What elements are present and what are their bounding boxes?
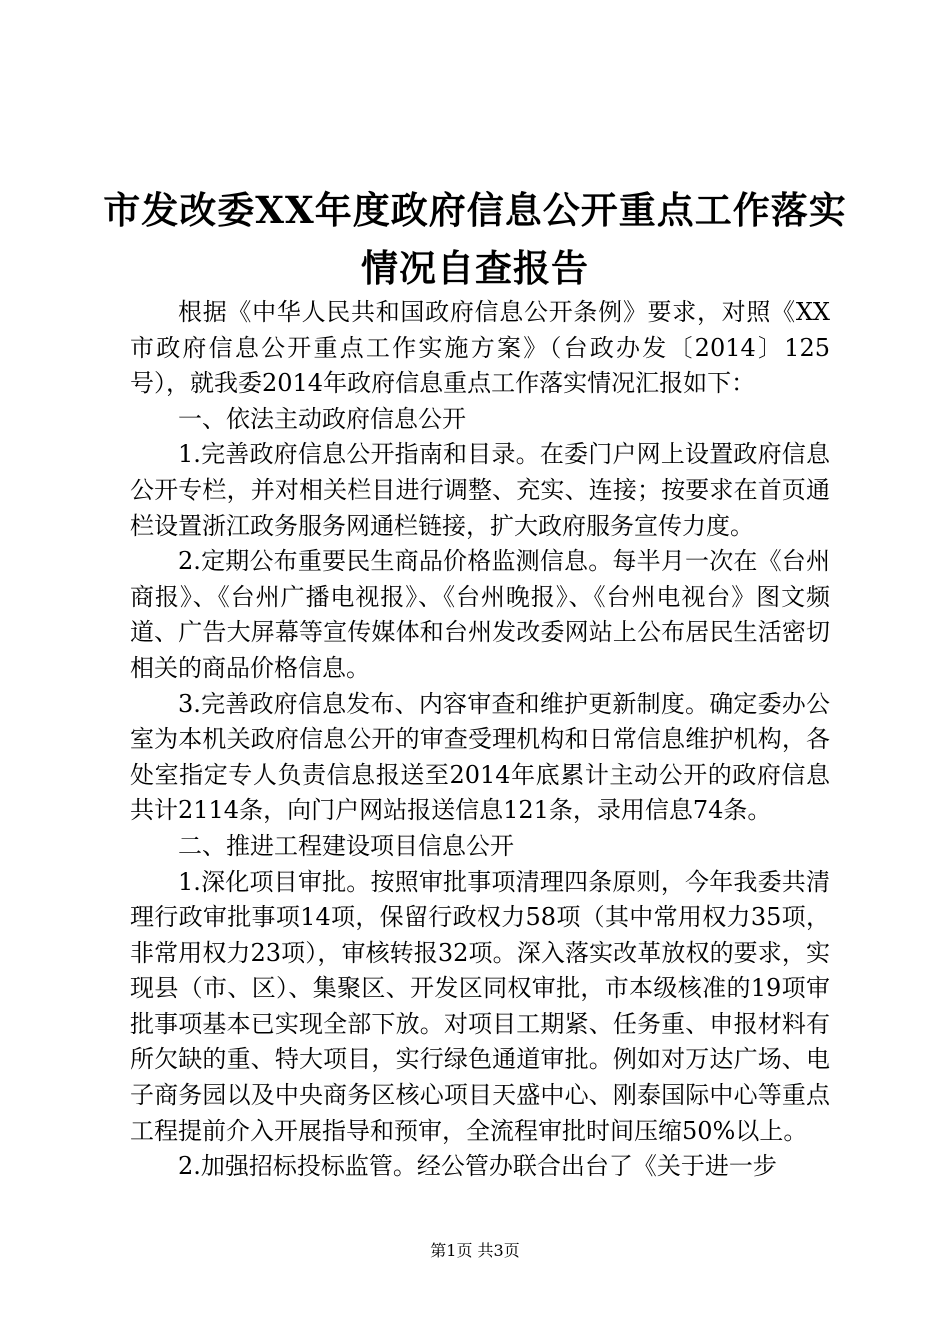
document-body — [130, 295, 830, 1185]
paragraph: 3.完善政府信息发布、内容审查和维护更新制度。确定委办公室为本机关政府信息公开的审查受理机构和日常信息维护机构，各处室指定专人负责信息报送至2014年底累计主动公开的政府信息共计2114条，向门户网站报送信息121条，录用信息74条。 — [130, 689, 830, 825]
paragraph: 1.深化项目审批。按照审批事项清理四条原则，今年我委共清理行政审批事项14项，保留行政权力58项（其中常用权力35项，非常用权力23项），审核转报32项。深入落实改革放权的要求，实现县（市、区）、集聚区、开发区同权审批，市本级核准的19项审批事项基本已实现全部下放。对项目工期紧、任务重、申报材料有所欠缺的重、特大项目，实行绿色通道审批。例如对万达广场、电子商务园以及中央商务区核心项目天盛中心、刚泰国际中心等重点工程提前介入开展指导和预审，全流程审批时间压缩50%以上。 — [130, 867, 830, 1145]
paragraph: 1.完善政府信息公开指南和目录。在委门户网上设置政府信息公开专栏，并对相关栏目进行调整、充实、连接；按要求在首页通栏设置浙江政务服务网通栏链接，扩大政府服务宣传力度。 — [130, 440, 830, 540]
document-title-line-2: 情况自查报告 — [361, 246, 589, 290]
section-heading-1: 一、依法主动政府信息公开 — [178, 404, 466, 433]
page-footer: 第1页 共3页 — [430, 1241, 520, 1260]
section-heading-2: 二、推进工程建设项目信息公开 — [178, 831, 514, 860]
paragraph: 2.定期公布重要民生商品价格监测信息。每半月一次在《台州商报》、《台州广播电视报》、《台州晚报》、《台州电视台》图文频道、广告大屏幕等宣传媒体和台州发改委网站上公布居民生活密切相关的商品价格信息。 — [130, 547, 830, 682]
intro-paragraph: 根据《中华人民共和国政府信息公开条例》要求，对照《XX市政府信息公开重点工作实施方案》（台政办发〔2014〕125号），就我委2014年政府信息重点工作落实情况汇报如下： — [130, 298, 830, 398]
document-title-line-1: 市发改委XX年度政府信息公开重点工作落实 — [103, 188, 847, 232]
paragraph: 2.加强招标投标监管。经公管办联合出台了《关于进一步 — [178, 1152, 777, 1181]
